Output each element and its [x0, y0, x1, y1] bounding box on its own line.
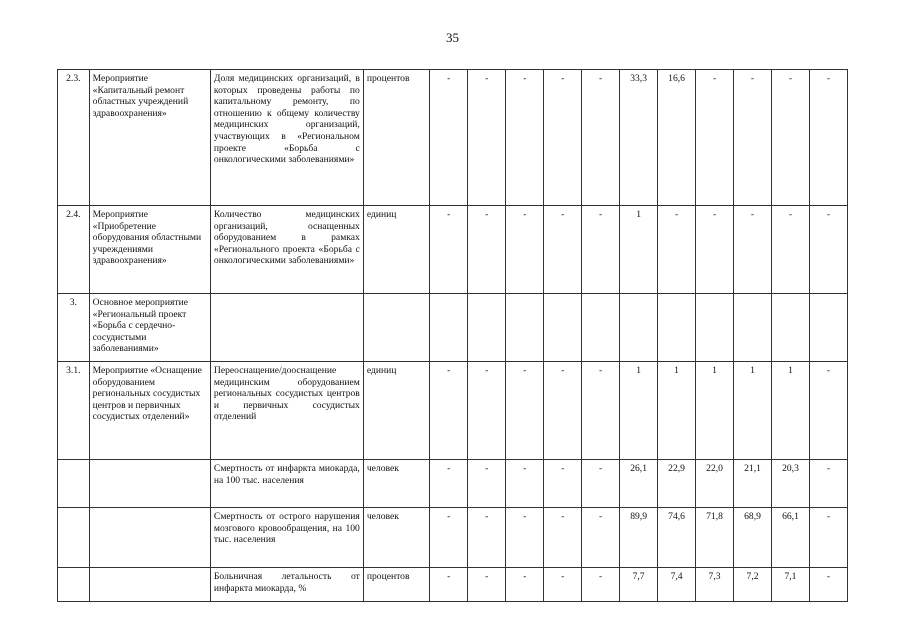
year-value-cell: [658, 294, 696, 362]
year-value-cell: 22,0: [696, 460, 734, 508]
year-value-cell: 1: [620, 362, 658, 460]
event-name-cell: [89, 508, 210, 568]
indicator-cell: Смертность от острого нарушения мозгового кровообращения, на 100 тыс. населения: [210, 508, 363, 568]
year-value-cell: -: [582, 508, 620, 568]
unit-cell: единиц: [363, 362, 429, 460]
year-value-cell: -: [506, 460, 544, 508]
table-row: [58, 508, 848, 568]
event-name-cell: Мероприятие «Капитальный ремонт областных учреждений здравоохранения»: [89, 70, 210, 206]
year-value-cell: 21,1: [734, 460, 772, 508]
year-value-cell: 7,2: [734, 568, 772, 602]
row-number-cell: 2.4.: [58, 206, 90, 294]
year-value-cell: [734, 294, 772, 362]
year-value-cell: -: [430, 460, 468, 508]
year-value-cell: -: [582, 206, 620, 294]
year-value-cell: 7,1: [772, 568, 810, 602]
unit-cell: человек: [363, 460, 429, 508]
year-value-cell: 33,3: [620, 70, 658, 206]
year-value-cell: 1: [734, 362, 772, 460]
table-row: [58, 362, 848, 460]
year-value-cell: -: [809, 362, 847, 460]
year-value-cell: -: [544, 362, 582, 460]
unit-cell: единиц: [363, 206, 429, 294]
year-value-cell: -: [430, 362, 468, 460]
year-value-cell: -: [582, 460, 620, 508]
year-value-cell: -: [772, 206, 810, 294]
row-number-cell: 2.3.: [58, 70, 90, 206]
row-number-cell: 3.1.: [58, 362, 90, 460]
event-name-cell: Мероприятие «Приобретение оборудования областными учреждениями здравоохранения»: [89, 206, 210, 294]
year-value-cell: -: [506, 206, 544, 294]
year-value-cell: [620, 294, 658, 362]
year-value-cell: -: [506, 508, 544, 568]
year-value-cell: -: [468, 206, 506, 294]
year-value-cell: -: [506, 70, 544, 206]
year-value-cell: 20,3: [772, 460, 810, 508]
indicator-cell: Доля медицинских организаций, в которых проведены работы по капитальному ремонту, по отношению к общему количеству медицинских организаций, участвующих в «Региональном проекте «Борьба с онкологическими заболеваниями»: [210, 70, 363, 206]
year-value-cell: -: [809, 568, 847, 602]
year-value-cell: 7,3: [696, 568, 734, 602]
indicator-cell: Переоснащение/дооснащение медицинским оборудованием региональных сосудистых центров и первичных сосудистых отделений: [210, 362, 363, 460]
year-value-cell: 74,6: [658, 508, 696, 568]
year-value-cell: [696, 294, 734, 362]
year-value-cell: -: [506, 362, 544, 460]
year-value-cell: 1: [772, 362, 810, 460]
year-value-cell: -: [468, 508, 506, 568]
year-value-cell: -: [468, 362, 506, 460]
event-name-cell: Мероприятие «Оснащение оборудованием региональных сосудистых центров и первичных сосудистых отделений»: [89, 362, 210, 460]
year-value-cell: -: [468, 70, 506, 206]
year-value-cell: 16,6: [658, 70, 696, 206]
year-value-cell: 26,1: [620, 460, 658, 508]
year-value-cell: [430, 294, 468, 362]
table-row: [58, 206, 848, 294]
year-value-cell: [506, 294, 544, 362]
year-value-cell: -: [430, 568, 468, 602]
year-value-cell: -: [544, 508, 582, 568]
year-value-cell: 7,7: [620, 568, 658, 602]
unit-cell: [363, 294, 429, 362]
table-row: [58, 460, 848, 508]
year-value-cell: -: [468, 460, 506, 508]
year-value-cell: [809, 294, 847, 362]
year-value-cell: [772, 294, 810, 362]
year-value-cell: [544, 294, 582, 362]
year-value-cell: -: [544, 568, 582, 602]
year-value-cell: -: [696, 70, 734, 206]
unit-cell: процентов: [363, 568, 429, 602]
year-value-cell: -: [582, 362, 620, 460]
indicator-cell: [210, 294, 363, 362]
indicator-cell: Смертность от инфаркта миокарда, на 100 тыс. населения: [210, 460, 363, 508]
year-value-cell: -: [468, 568, 506, 602]
event-name-cell: Основное мероприятие «Региональный проект «Борьба с сердечно-сосудистыми заболеваниями»: [89, 294, 210, 362]
year-value-cell: -: [734, 70, 772, 206]
year-value-cell: [468, 294, 506, 362]
year-value-cell: 66,1: [772, 508, 810, 568]
table-row: [58, 294, 848, 362]
year-value-cell: -: [582, 568, 620, 602]
program-indicators-table: [57, 69, 848, 602]
year-value-cell: -: [544, 460, 582, 508]
year-value-cell: -: [544, 70, 582, 206]
row-number-cell: [58, 508, 90, 568]
year-value-cell: -: [809, 508, 847, 568]
event-name-cell: [89, 460, 210, 508]
year-value-cell: [582, 294, 620, 362]
year-value-cell: -: [809, 460, 847, 508]
year-value-cell: 1: [658, 362, 696, 460]
year-value-cell: 1: [696, 362, 734, 460]
year-value-cell: -: [696, 206, 734, 294]
year-value-cell: 22,9: [658, 460, 696, 508]
page-number: 35: [446, 30, 459, 45]
year-value-cell: -: [809, 70, 847, 206]
year-value-cell: -: [544, 206, 582, 294]
year-value-cell: -: [809, 206, 847, 294]
indicator-cell: Больничная летальность от инфаркта миокарда, %: [210, 568, 363, 602]
row-number-cell: 3.: [58, 294, 90, 362]
row-number-cell: [58, 568, 90, 602]
year-value-cell: 68,9: [734, 508, 772, 568]
table-row: [58, 70, 848, 206]
unit-cell: процентов: [363, 70, 429, 206]
year-value-cell: -: [430, 70, 468, 206]
year-value-cell: -: [772, 70, 810, 206]
year-value-cell: -: [582, 70, 620, 206]
year-value-cell: -: [734, 206, 772, 294]
year-value-cell: 1: [620, 206, 658, 294]
row-number-cell: [58, 460, 90, 508]
year-value-cell: -: [430, 508, 468, 568]
event-name-cell: [89, 568, 210, 602]
year-value-cell: -: [506, 568, 544, 602]
table-body: [58, 70, 848, 602]
year-value-cell: 71,8: [696, 508, 734, 568]
year-value-cell: -: [658, 206, 696, 294]
year-value-cell: 89,9: [620, 508, 658, 568]
indicator-cell: Количество медицинских организаций, оснащенных оборудованием в рамках «Регионального проекта «Борьба с онкологическими заболеваниями»: [210, 206, 363, 294]
year-value-cell: -: [430, 206, 468, 294]
table-row: [58, 568, 848, 602]
year-value-cell: 7,4: [658, 568, 696, 602]
unit-cell: человек: [363, 508, 429, 568]
